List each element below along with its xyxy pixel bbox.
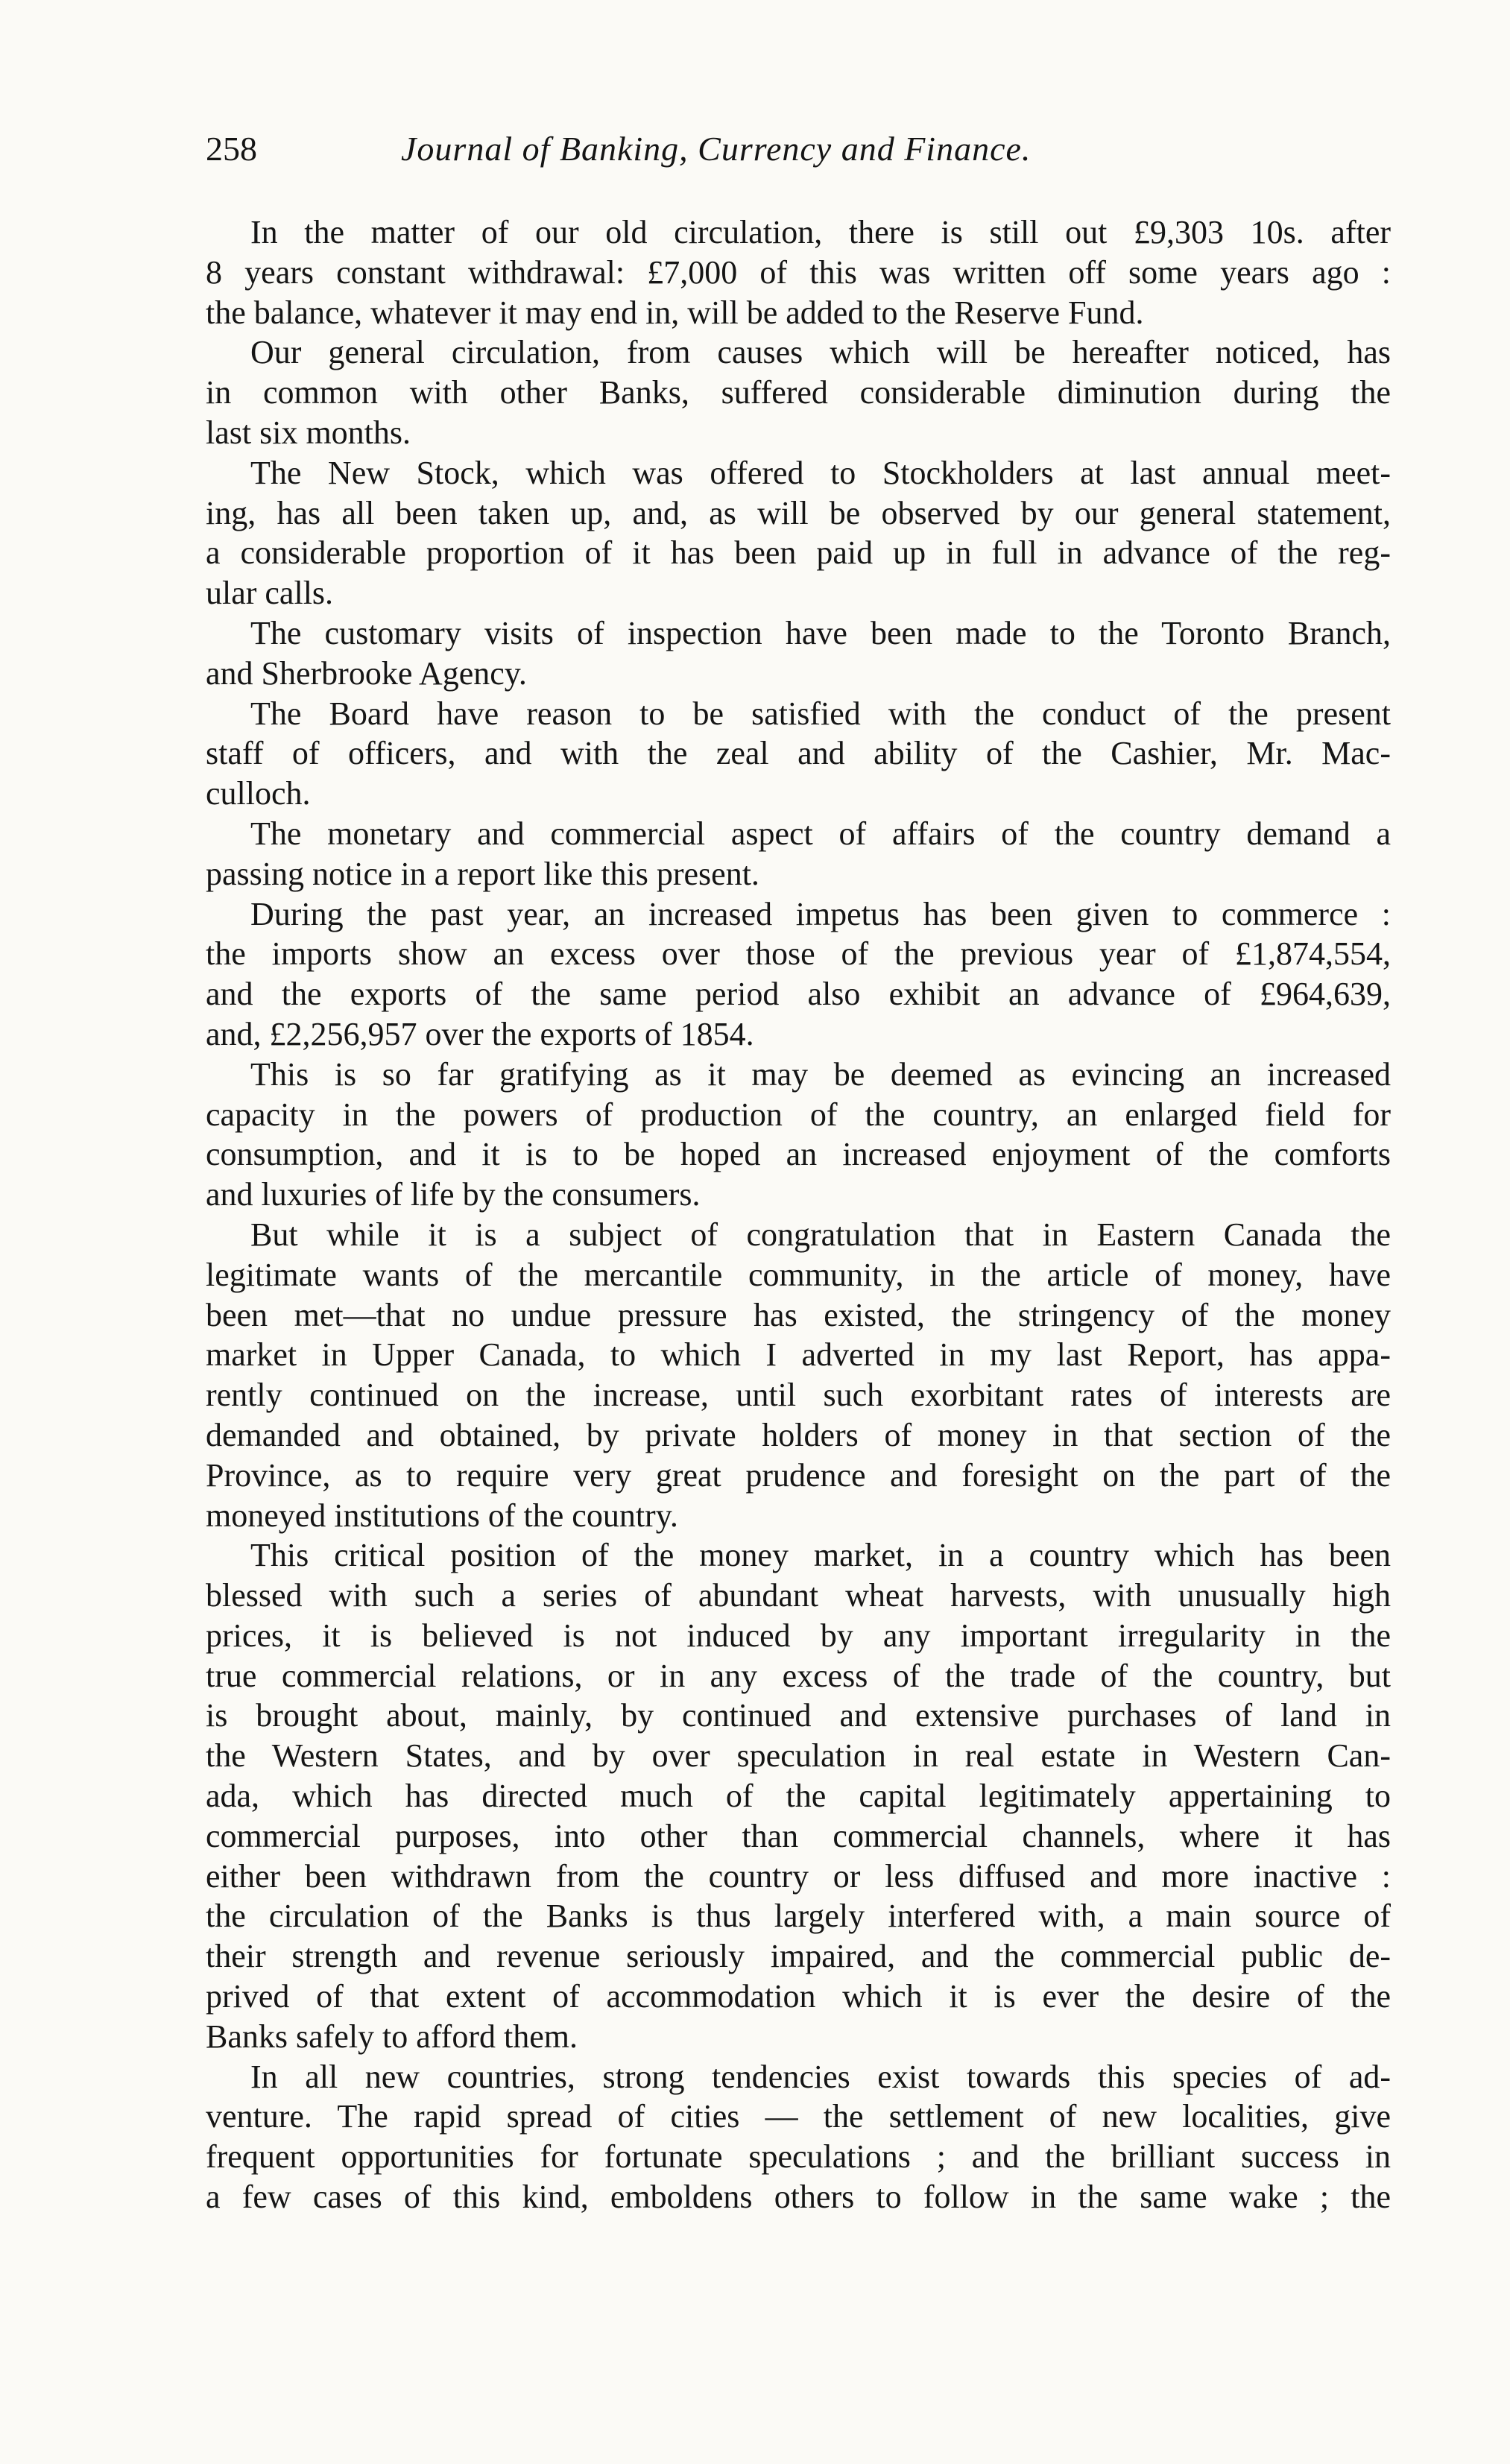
text-line: venture. The rapid spread of cities — the settlement of new localities, give (206, 2098, 1391, 2135)
text-line: But while it is a subject of congratulation that in Eastern Canada the (250, 1216, 1391, 1253)
text-line: the circulation of the Banks is thus largely interfered with, a main source of (206, 1898, 1391, 1935)
paragraph (206, 894, 1391, 1055)
text-line: The customary visits of inspection have been made to the Toronto Branch, (250, 614, 1391, 651)
page-header (206, 127, 1391, 179)
running-title: Journal of Banking, Currency and Finance. (401, 130, 1032, 168)
text-line: ular calls. (206, 575, 334, 612)
text-line: This is so far gratifying as it may be deemed as evincing an increased (250, 1055, 1391, 1093)
text-line: true commercial relations, or in any excess of the trade of the country, but (206, 1657, 1391, 1694)
text-line: prived of that extent of accommodation which it is ever the desire of the (206, 1978, 1391, 2015)
text-line: rently continued on the increase, until such exorbitant rates of interests are (206, 1377, 1391, 1414)
text-line: Province, as to require very great prudence and foresight on the part of the (206, 1456, 1391, 1494)
text-line: During the past year, an increased impetus has been given to commerce : (250, 895, 1391, 932)
text-line: a few cases of this kind, emboldens others to follow in the same wake ; the (206, 2179, 1391, 2216)
text-line: the imports show an excess over those of the previous year of £1,874,554, (206, 935, 1391, 973)
paragraph (206, 453, 1391, 613)
text-line: 8 years constant withdrawal: £7,000 of this was written off some years ago : (206, 253, 1391, 291)
text-line: In the matter of our old circulation, there is still out £9,303 10s. after (250, 214, 1391, 250)
text-line: commercial purposes, into other than commercial channels, where it has (206, 1817, 1391, 1854)
text-line: is brought about, mainly, by continued and extensive purchases of land in (206, 1697, 1391, 1734)
text-line: Our general circulation, from causes which will be hereafter noticed, has (250, 334, 1391, 371)
paragraph (206, 694, 1391, 814)
text-line: The Board have reason to be satisfied with the conduct of the present (250, 695, 1391, 732)
paragraph (206, 2057, 1391, 2217)
text-line: their strength and revenue seriously impaired, and the commercial public de- (206, 1938, 1391, 1975)
paragraph (206, 212, 1391, 332)
paragraph (206, 613, 1391, 694)
text-line: and the exports of the same period also exhibit an advance of £964,639, (206, 976, 1391, 1013)
paragraph (206, 1215, 1391, 1535)
text-line: capacity in the powers of production of the country, an enlarged field for (206, 1096, 1391, 1133)
text-line: and Sherbrooke Agency. (206, 654, 527, 692)
text-line: Banks safely to afford them. (206, 2018, 578, 2055)
article-body (206, 212, 1391, 2217)
text-line: last six months. (206, 414, 411, 451)
page-number: 258 (206, 130, 257, 168)
text-line: in common with other Banks, suffered considerable diminution during the (206, 374, 1391, 411)
text-line: the balance, whatever it may end in, will be added to the Reserve Fund. (206, 294, 1144, 331)
text-line: consumption, and it is to be hoped an increased enjoyment of the comforts (206, 1136, 1391, 1173)
text-line: demanded and obtained, by private holders of money in that section of the (206, 1416, 1391, 1453)
text-line: The New Stock, which was offered to Stockholders at last annual meet- (250, 454, 1391, 491)
text-line: This critical position of the money market, in a country which has been (250, 1537, 1391, 1574)
text-line: a considerable proportion of it has been paid up in full in advance of the reg- (206, 534, 1391, 572)
text-line: culloch. (206, 775, 311, 812)
text-line: legitimate wants of the mercantile community, in the article of money, have (206, 1256, 1391, 1293)
paragraph (206, 1055, 1391, 1215)
text-line: ada, which has directed much of the capital legitimately appertaining to (206, 1778, 1391, 1815)
paragraph (206, 332, 1391, 452)
paragraph (206, 814, 1391, 894)
text-line: prices, it is believed is not induced by any important irregularity in the (206, 1617, 1391, 1654)
text-line: staff of officers, and with the zeal and ability of the Cashier, Mr. Mac- (206, 735, 1391, 772)
text-line: been met—that no undue pressure has existed, the stringency of the money (206, 1296, 1391, 1333)
text-line: The monetary and commercial aspect of affairs of the country demand a (250, 815, 1391, 852)
text-line: frequent opportunities for fortunate speculations ; and the brilliant success in (206, 2138, 1391, 2176)
text-line: In all new countries, strong tendencies exist towards this species of ad- (250, 2058, 1391, 2095)
text-line: and luxuries of life by the consumers. (206, 1176, 701, 1213)
text-line: and, £2,256,957 over the exports of 1854. (206, 1015, 754, 1052)
text-line: the Western States, and by over speculation in real estate in Western Can- (206, 1737, 1391, 1775)
text-line: market in Upper Canada, to which I adverted in my last Report, has appa- (206, 1336, 1391, 1374)
paragraph (206, 1535, 1391, 2056)
text-line: passing notice in a report like this present. (206, 855, 759, 892)
text-line: moneyed institutions of the country. (206, 1497, 678, 1534)
text-line: ing, has all been taken up, and, as will be observed by our general statement, (206, 494, 1391, 531)
text-line: either been withdrawn from the country or less diffused and more inactive : (206, 1857, 1391, 1895)
text-line: blessed with such a series of abundant wheat harvests, with unusually high (206, 1577, 1391, 1614)
